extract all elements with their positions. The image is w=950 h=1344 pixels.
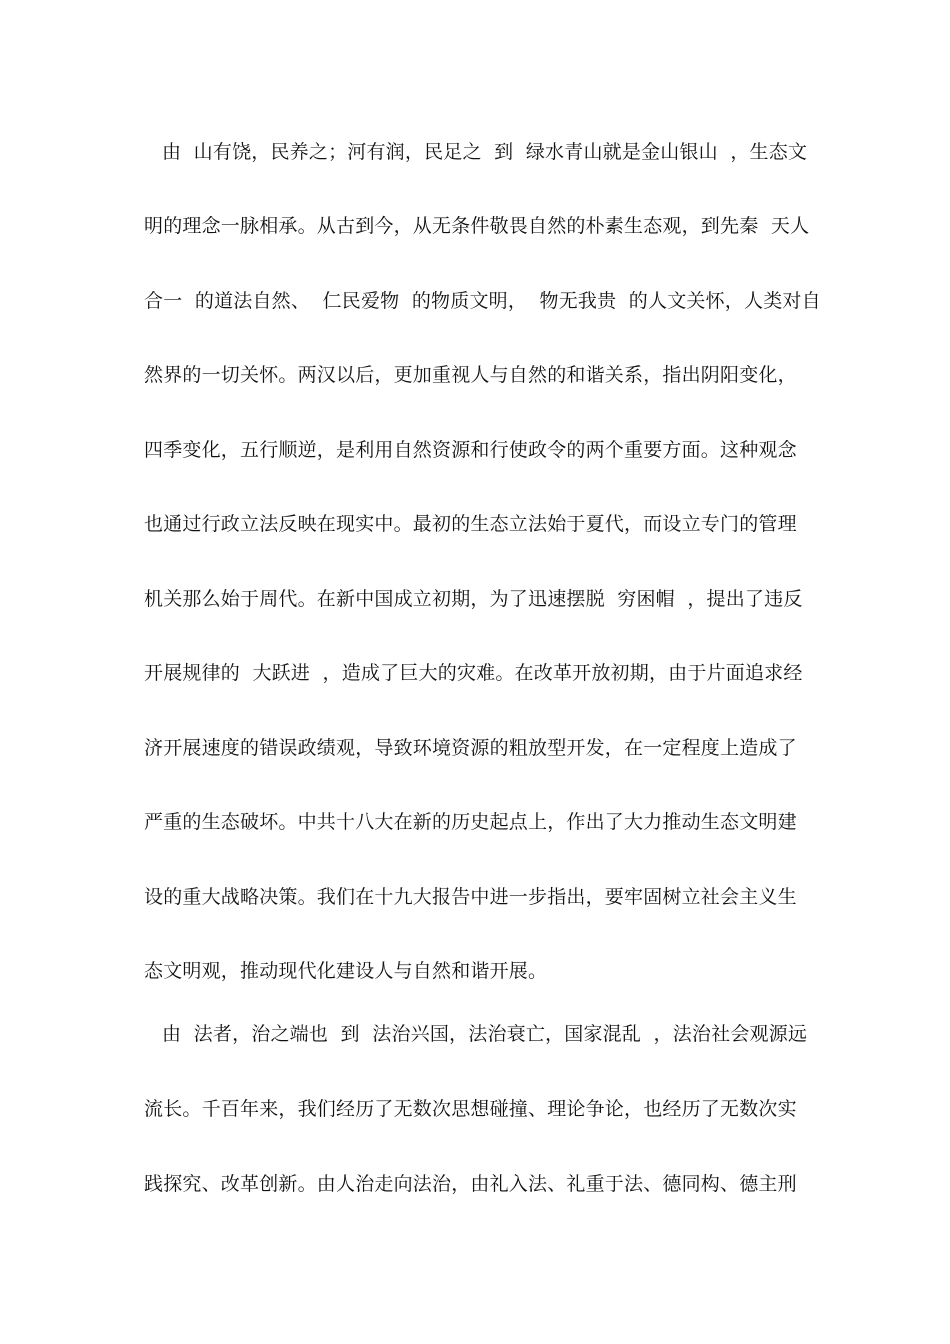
paragraph-2-line-2: 流长。千百年来，我们经历了无数次思想碰撞、理论争论，也经历了无数次实 <box>144 1098 797 1120</box>
paragraph-1-line-12: 态文明观，推动现代化建设人与自然和谐开展。 <box>144 960 548 982</box>
paragraph-1-line-1: 由 山有饶，民养之；河有润，民足之 到 绿水青山就是金山银山 ，生态文 <box>162 141 808 163</box>
paragraph-2-line-1: 由 法者，治之端也 到 法治兴国，法治衰亡，国家混乱 ，法治社会观源远 <box>162 1023 808 1045</box>
paragraph-2-line-3: 践探究、改革创新。由人治走向法治，由礼入法、礼重于法、德同构、德主刑 <box>144 1173 797 1195</box>
paragraph-1-line-6: 也通过行政立法反映在现实中。最初的生态立法始于夏代，而设立专门的管理 <box>144 513 797 535</box>
paragraph-1-line-7: 机关那么始于周代。在新中国成立初期，为了迅速摆脱 穷困帽 ，提出了违反 <box>144 588 803 610</box>
paragraph-1-line-4: 然界的一切关怀。两汉以后，更加重视人与自然的和谐关系，指出阴阳变化， <box>144 364 797 386</box>
paragraph-1-line-11: 设的重大战略决策。我们在十九大报告中进一步指出，要牢固树立社会主义生 <box>144 886 797 908</box>
paragraph-1-line-8: 开展规律的 大跃进 ，造成了巨大的灾难。在改革开放初期，由于片面追求经 <box>144 662 803 684</box>
paragraph-1-line-9: 济开展速度的错误政绩观，导致环境资源的粗放型开发，在一定程度上造成了 <box>144 737 797 759</box>
paragraph-1-line-2: 明的理念一脉相承。从古到今，从无条件敬畏自然的朴素生态观，到先秦 天人 <box>144 215 810 237</box>
paragraph-1-line-3: 合一 的道法自然、 仁民爱物 的物质文明， 物无我贵 的人文关怀，人类对自 <box>144 290 821 312</box>
paragraph-1-line-5: 四季变化，五行顺逆，是利用自然资源和行使政令的两个重要方面。这种观念 <box>144 439 797 461</box>
paragraph-1-line-10: 严重的生态破坏。中共十八大在新的历史起点上，作出了大力推动生态文明建 <box>144 811 797 833</box>
